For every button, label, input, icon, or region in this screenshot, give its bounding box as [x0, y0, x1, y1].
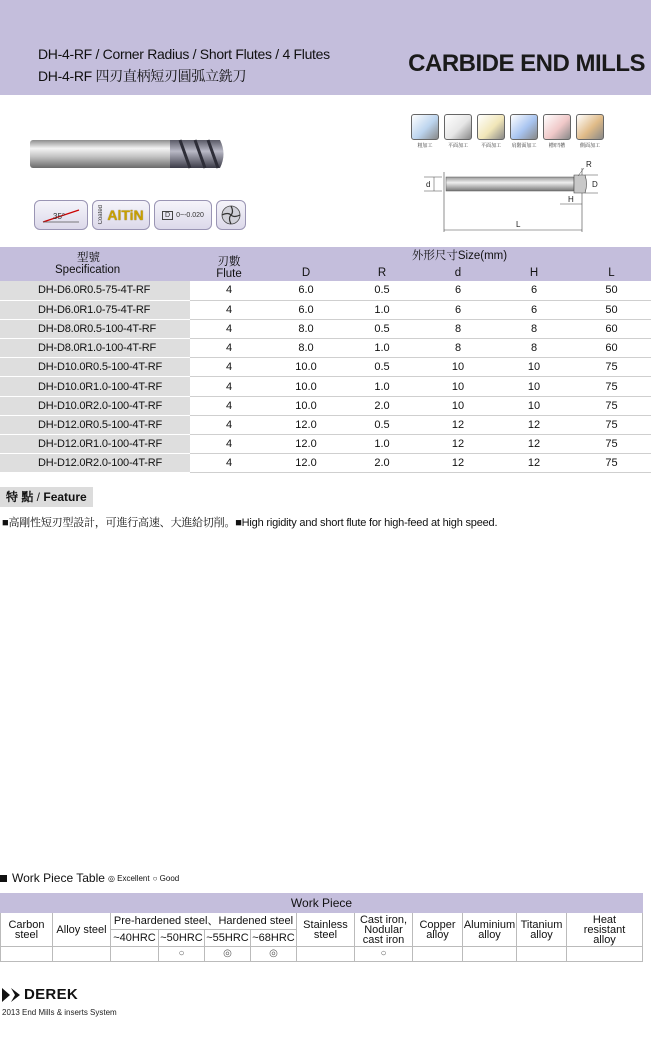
hrc50-header: ~50HRC — [159, 930, 205, 947]
copper-header: Copper alloy — [413, 913, 463, 947]
application-item — [509, 114, 539, 149]
col-R: R — [344, 265, 420, 281]
small-d-cell: 12 — [420, 415, 496, 434]
l-cell: 60 — [572, 339, 651, 358]
spec-cell: DH-D8.0R0.5-100-4T-RF — [0, 319, 190, 338]
aluminium-header: Aluminium alloy — [463, 913, 517, 947]
end-mill-image — [30, 138, 230, 170]
shoulder-milling-icon — [510, 114, 538, 140]
l-cell: 75 — [572, 358, 651, 377]
diameter-symbol: D — [162, 211, 173, 220]
table-row — [0, 300, 651, 319]
hardened-steel-header: Pre-hardened steel、Hardened steel — [111, 913, 297, 930]
small-d-cell: 10 — [420, 396, 496, 415]
flute-cell: 4 — [190, 281, 268, 300]
h-cell: 6 — [496, 281, 572, 300]
mark-stainless — [297, 947, 355, 962]
small-d-cell: 10 — [420, 377, 496, 396]
flute-cell: 4 — [190, 300, 268, 319]
workpiece-legend — [0, 871, 179, 885]
flute-cell: 4 — [190, 435, 268, 454]
slotting-icon — [543, 114, 571, 140]
application-item — [476, 114, 506, 149]
d-cell: 10.0 — [268, 377, 344, 396]
r-cell: 1.0 — [344, 377, 420, 396]
mark-copper — [413, 947, 463, 962]
specification-table — [0, 247, 651, 473]
mark-heat — [567, 947, 643, 962]
application-item — [410, 114, 440, 149]
spec-cell: DH-D6.0R1.0-75-4T-RF — [0, 300, 190, 319]
legend-excellent: ◎ Excellent — [107, 873, 150, 883]
d-cell: 12.0 — [268, 415, 344, 434]
h-label: H — [568, 195, 574, 204]
cast-iron-header: Cast iron, Nodular cast iron — [355, 913, 413, 947]
small-d-cell: 6 — [420, 300, 496, 319]
mark-hrc40 — [111, 947, 159, 962]
hrc55-header: ~55HRC — [205, 930, 251, 947]
coating-badge — [92, 200, 150, 230]
table-row — [0, 415, 651, 434]
application-label: 肩階面加工 — [511, 143, 537, 149]
small-d-cell: 12 — [420, 435, 496, 454]
d-cell: 6.0 — [268, 281, 344, 300]
l-cell: 75 — [572, 396, 651, 415]
four-flute-badge — [216, 200, 246, 230]
spec-cell: DH-D12.0R1.0-100-4T-RF — [0, 435, 190, 454]
mark-titanium — [517, 947, 567, 962]
derek-logo-icon — [2, 988, 20, 1002]
flute-cell: 4 — [190, 339, 268, 358]
r-cell: 0.5 — [344, 415, 420, 434]
h-cell: 8 — [496, 319, 572, 338]
alloy-steel-header: Alloy steel — [53, 913, 111, 947]
spec-cell: DH-D8.0R1.0-100-4T-RF — [0, 339, 190, 358]
table-row — [0, 358, 651, 377]
hrc68-header: ~68HRC — [251, 930, 297, 947]
bullet-square-icon — [0, 875, 7, 882]
col-L: L — [572, 265, 651, 281]
spec-cell: DH-D12.0R2.0-100-4T-RF — [0, 454, 190, 473]
workpiece-table — [0, 893, 643, 962]
application-item — [443, 114, 473, 149]
flute-header-en: Flute — [216, 268, 242, 280]
hrc40-header: ~40HRC — [111, 930, 159, 947]
h-cell: 12 — [496, 454, 572, 473]
workpiece-title: Work Piece — [1, 894, 643, 913]
coating-name: AlTiN — [107, 207, 144, 223]
stainless-header: Stainless steel — [297, 913, 355, 947]
application-label: 平面加工 — [447, 143, 468, 149]
d-cell: 8.0 — [268, 339, 344, 358]
coated-label: Coated — [98, 205, 105, 225]
helix-angle-badge — [34, 200, 88, 230]
flute-cell: 4 — [190, 358, 268, 377]
size-header: 外形尺寸Size(mm) — [268, 247, 651, 265]
page-header — [0, 0, 651, 95]
d-cell: 12.0 — [268, 435, 344, 454]
r-cell: 2.0 — [344, 396, 420, 415]
r-cell: 0.5 — [344, 281, 420, 300]
logo-text: DEREK — [24, 986, 79, 1003]
footer-text: 2013 End Mills & inserts System — [2, 1008, 117, 1017]
spec-cell: DH-D10.0R0.5-100-4T-RF — [0, 358, 190, 377]
four-flute-icon — [220, 204, 242, 226]
feature-tag-zh: 特 點 — [6, 490, 34, 504]
application-item — [575, 114, 605, 149]
application-label: 側面加工 — [579, 143, 600, 149]
dimension-drawing — [420, 158, 610, 238]
spec-cell: DH-D10.0R2.0-100-4T-RF — [0, 396, 190, 415]
small-d-cell: 6 — [420, 281, 496, 300]
company-logo — [2, 986, 78, 1003]
mark-alloy — [53, 947, 111, 962]
l-cell: 75 — [572, 435, 651, 454]
r-cell: 0.5 — [344, 358, 420, 377]
mark-carbon — [1, 947, 53, 962]
l-cell: 75 — [572, 377, 651, 396]
big-d-label: D — [592, 180, 598, 189]
d-cell: 10.0 — [268, 396, 344, 415]
flute-cell: 4 — [190, 396, 268, 415]
d-cell: 12.0 — [268, 454, 344, 473]
small-d-cell: 10 — [420, 358, 496, 377]
titanium-header: Titanium alloy — [517, 913, 567, 947]
carbon-steel-header: Carbon steel — [1, 913, 53, 947]
spec-header-zh: 型號 — [77, 252, 100, 264]
feature-badges — [34, 200, 246, 230]
table-row — [0, 454, 651, 473]
application-item — [542, 114, 572, 149]
col-d: d — [420, 265, 496, 281]
col-H: H — [496, 265, 572, 281]
spec-header-en: Specification — [55, 264, 121, 276]
d-cell: 6.0 — [268, 300, 344, 319]
flute-header-zh: 刃數 — [217, 256, 241, 268]
l-cell: 50 — [572, 300, 651, 319]
h-cell: 10 — [496, 358, 572, 377]
heat-resistant-header: Heat resistant alloy — [567, 913, 643, 947]
mark-aluminium — [463, 947, 517, 962]
table-row — [0, 281, 651, 300]
flute-cell: 4 — [190, 454, 268, 473]
application-label: 槽/凹槽 — [548, 143, 566, 149]
feature-tag-en: Feature — [43, 490, 87, 504]
helix-angle-label: 35° — [53, 212, 66, 221]
roughing-icon — [411, 114, 439, 140]
h-cell: 8 — [496, 339, 572, 358]
r-cell: 0.5 — [344, 319, 420, 338]
tolerance-badge — [154, 200, 212, 230]
table-row — [0, 339, 651, 358]
feature-tag: 特 點 / Feature — [0, 487, 93, 507]
h-cell: 6 — [496, 300, 572, 319]
l-cell: 60 — [572, 319, 651, 338]
r-cell: 1.0 — [344, 435, 420, 454]
application-label: 平面加工 — [480, 143, 501, 149]
mark-hrc50: ○ — [159, 947, 205, 962]
spec-cell: DH-D12.0R0.5-100-4T-RF — [0, 415, 190, 434]
r-cell: 2.0 — [344, 454, 420, 473]
d-cell: 8.0 — [268, 319, 344, 338]
category-title: CARBIDE END MILLS — [408, 50, 645, 77]
tolerance-value: 0~-0.020 — [176, 211, 204, 219]
table-row — [0, 319, 651, 338]
helix-angle-icon — [39, 204, 83, 226]
l-cell: 75 — [572, 415, 651, 434]
feature-description: ■高剛性短刃型設計，可進行高速、大進給切削。■High rigidity and short flute for high-feed at high speed. — [2, 517, 498, 529]
small-d-label: d — [426, 180, 431, 189]
r-cell: 1.0 — [344, 300, 420, 319]
application-icons — [410, 114, 605, 149]
flute-cell: 4 — [190, 319, 268, 338]
table-row — [0, 396, 651, 415]
flute-cell: 4 — [190, 415, 268, 434]
face-milling-icon — [444, 114, 472, 140]
application-label: 粗加工 — [417, 143, 433, 149]
mark-cast: ○ — [355, 947, 413, 962]
product-title-en: DH-4-RF / Corner Radius / Short Flutes / 4 Flutes — [38, 46, 330, 62]
h-cell: 10 — [496, 396, 572, 415]
l-label: L — [516, 220, 521, 229]
legend-good: ○ Good — [152, 873, 180, 883]
small-d-cell: 8 — [420, 319, 496, 338]
h-cell: 12 — [496, 415, 572, 434]
table-row — [0, 377, 651, 396]
r-cell: 1.0 — [344, 339, 420, 358]
col-D: D — [268, 265, 344, 281]
mark-hrc55: ◎ — [205, 947, 251, 962]
side-milling-icon — [576, 114, 604, 140]
d-cell: 10.0 — [268, 358, 344, 377]
flute-cell: 4 — [190, 377, 268, 396]
small-d-cell: 12 — [420, 454, 496, 473]
h-cell: 12 — [496, 435, 572, 454]
face-milling-icon — [477, 114, 505, 140]
spec-header — [0, 247, 190, 281]
table-row — [0, 435, 651, 454]
l-cell: 75 — [572, 454, 651, 473]
l-cell: 50 — [572, 281, 651, 300]
r-label: R — [586, 160, 592, 169]
mark-hrc68: ◎ — [251, 947, 297, 962]
spec-cell: DH-D6.0R0.5-75-4T-RF — [0, 281, 190, 300]
h-cell: 10 — [496, 377, 572, 396]
product-title-zh: DH-4-RF 四刃直柄短刃圓弧立銑刀 — [38, 68, 247, 84]
small-d-cell: 8 — [420, 339, 496, 358]
spec-cell: DH-D10.0R1.0-100-4T-RF — [0, 377, 190, 396]
workpiece-legend-title: Work Piece Table — [12, 871, 105, 885]
flute-header — [190, 247, 268, 281]
